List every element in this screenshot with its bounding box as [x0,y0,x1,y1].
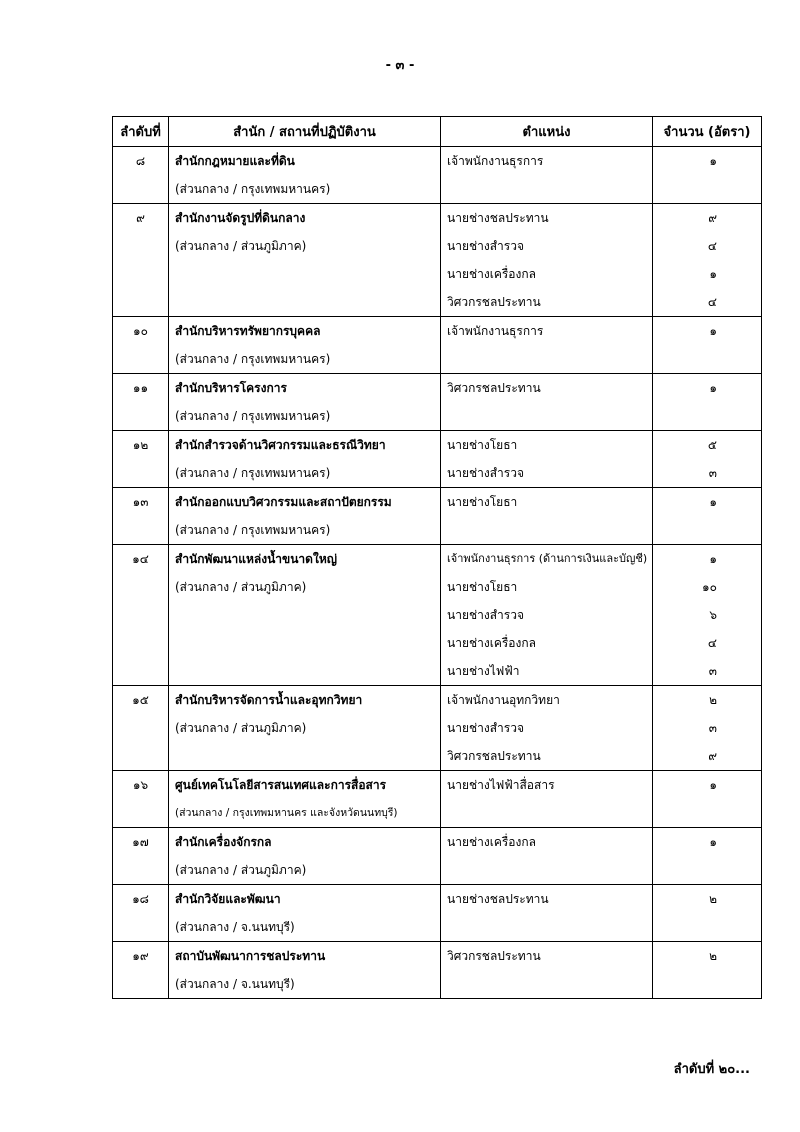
position-title: นายช่างสำรวจ [447,721,524,735]
unit-cell [169,828,441,885]
position-title: วิศวกรชลประทาน [447,381,541,395]
position-quantity: ๑ [709,835,717,849]
unit-name: สำนักบริหารโครงการ [175,381,287,395]
position-quantity: ๑ [709,381,717,395]
position-quantity: ๙ [708,749,717,763]
position-quantity: ๑ [709,324,717,338]
order-number: ๑๙ [132,949,149,963]
unit-cell [169,942,441,999]
position-cell [441,771,653,828]
position-title: นายช่างสำรวจ [447,466,524,480]
position-quantity: ๑ [709,267,717,281]
quantity-cell [653,488,762,545]
position-cell [441,885,653,942]
position-title: นายช่างเครื่องกล [447,267,536,281]
quantity-cell [653,374,762,431]
quantity-cell [653,686,762,771]
position-title: วิศวกรชลประทาน [447,949,541,963]
order-number: ๑๘ [132,892,149,906]
header-order-number: ลำดับที่ [113,117,169,147]
empty-line [441,856,652,884]
empty-line [653,516,761,544]
order-number-cell [113,828,169,885]
table-row [113,942,762,999]
unit-cell [169,686,441,771]
unit-name: สำนักกฎหมายและที่ดิน [175,154,295,168]
order-number: ๑๕ [132,693,149,707]
unit-cell [169,545,441,686]
unit-name: สำนักวิจัยและพัฒนา [175,892,281,906]
position-quantity: ๑ [709,154,717,168]
position-title: นายช่างชลประทาน [447,211,549,225]
position-title: เจ้าพนักงานธุรการ (ด้านการเงินและบัญชี) [447,552,648,565]
table-header-row [113,117,762,147]
table-row [113,686,762,771]
empty-line [441,516,652,544]
position-title: นายช่างโยธา [447,438,518,452]
unit-name: ศูนย์เทคโนโลยีสารสนเทศและการสื่อสาร [175,778,387,792]
unit-name: สำนักบริหารทรัพยากรบุคคล [175,324,321,338]
position-quantity: ๓ [708,721,717,735]
order-number: ๘ [135,154,146,168]
order-number-cell [113,488,169,545]
unit-location: (ส่วนกลาง / ส่วนภูมิภาค) [175,239,307,253]
table-row [113,147,762,204]
header-quantity: จำนวน (อัตรา) [653,117,762,147]
position-quantity: ๑๐ [702,580,717,594]
position-title: นายช่างโยธา [447,495,518,509]
position-quantity: ๔ [707,636,717,650]
unit-location: (ส่วนกลาง / จ.นนทบุรี) [175,977,295,991]
position-cell [441,488,653,545]
position-title: นายช่างเครื่องกล [447,636,536,650]
order-number-cell [113,885,169,942]
position-title: วิศวกรชลประทาน [447,295,541,309]
order-number: ๑๗ [132,835,149,849]
unit-cell [169,147,441,204]
position-quantity: ๑ [709,778,717,792]
position-title: นายช่างชลประทาน [447,892,549,906]
position-quantity: ๓ [708,466,717,480]
unit-location: (ส่วนกลาง / ส่วนภูมิภาค) [175,721,307,735]
order-number: ๑๒ [132,438,149,452]
order-number: ๑๑ [132,381,149,395]
empty-line [653,345,761,373]
quantity-cell [653,545,762,686]
empty-line [653,856,761,884]
header-unit-location: สำนัก / สถานที่ปฏิบัติงาน [169,117,441,147]
table-body [113,147,762,999]
unit-location: (ส่วนกลาง / กรุงเทพมหานคร) [175,466,331,480]
quantity-cell [653,147,762,204]
position-cell [441,204,653,317]
position-quantity: ๔ [707,295,717,309]
position-title: นายช่างไฟฟ้าสื่อสาร [447,778,555,792]
empty-line [441,913,652,941]
position-cell [441,374,653,431]
unit-cell [169,885,441,942]
order-number-cell [113,374,169,431]
position-cell [441,317,653,374]
unit-cell [169,317,441,374]
unit-location: (ส่วนกลาง / จ.นนทบุรี) [175,920,295,934]
unit-name: สำนักบริหารจัดการน้ำและอุทกวิทยา [175,693,363,707]
unit-name: สำนักพัฒนาแหล่งน้ำขนาดใหญ่ [175,552,337,566]
empty-line [441,970,652,998]
order-number-cell [113,204,169,317]
unit-name: สำนักสำรวจด้านวิศวกรรมและธรณีวิทยา [175,438,386,452]
position-cell [441,686,653,771]
order-number-cell [113,147,169,204]
table-row [113,317,762,374]
position-quantity: ๒ [709,949,717,963]
table-row [113,885,762,942]
table-row [113,771,762,828]
position-cell [441,147,653,204]
unit-location: (ส่วนกลาง / ส่วนภูมิภาค) [175,580,307,594]
order-number: ๑๔ [132,552,149,566]
position-quantity: ๙ [708,211,717,225]
unit-location: (ส่วนกลาง / กรุงเทพมหานคร) [175,352,331,366]
position-quantity: ๑ [709,552,717,566]
empty-line [653,402,761,430]
empty-line [441,345,652,373]
unit-cell [169,771,441,828]
staffing-table [112,116,762,999]
position-title: นายช่างสำรวจ [447,608,524,622]
position-title: นายช่างไฟฟ้า [447,664,520,678]
unit-location: (ส่วนกลาง / กรุงเทพมหานคร และจังหวัดนนทบุรี) [175,807,398,819]
quantity-cell [653,885,762,942]
empty-line [441,402,652,430]
table-row [113,204,762,317]
order-number-cell [113,686,169,771]
position-cell [441,431,653,488]
position-quantity: ๒ [709,892,717,906]
position-cell [441,828,653,885]
order-number: ๑๐ [133,324,148,338]
table-row [113,828,762,885]
quantity-cell [653,204,762,317]
position-title: นายช่างโยธา [447,580,518,594]
empty-line [653,175,761,203]
unit-name: สำนักเครื่องจักรกล [175,835,272,849]
order-number-cell [113,942,169,999]
unit-cell [169,204,441,317]
unit-location: (ส่วนกลาง / กรุงเทพมหานคร) [175,182,331,196]
order-number-cell [113,771,169,828]
order-number: ๙ [136,211,145,225]
unit-location: (ส่วนกลาง / กรุงเทพมหานคร) [175,409,331,423]
continued-footer: ลำดับที่ ๒๐... [673,1062,750,1077]
quantity-cell [653,317,762,374]
position-title: นายช่างสำรวจ [447,239,524,253]
header-position: ตำแหน่ง [441,117,653,147]
position-title: วิศวกรชลประทาน [447,749,541,763]
unit-location: (ส่วนกลาง / กรุงเทพมหานคร) [175,523,331,537]
position-title: เจ้าพนักงานธุรการ [447,324,544,338]
empty-line [653,799,761,827]
quantity-cell [653,828,762,885]
position-quantity: ๑ [709,495,717,509]
table-row [113,374,762,431]
position-quantity: ๓ [708,664,717,678]
unit-name: สำนักออกแบบวิศวกรรมและสถาปัตยกรรม [175,495,392,509]
unit-location: (ส่วนกลาง / ส่วนภูมิภาค) [175,863,307,877]
order-number: ๑๖ [132,778,149,792]
position-quantity: ๒ [709,693,717,707]
order-number-cell [113,431,169,488]
table-row [113,545,762,686]
unit-name: สถาบันพัฒนาการชลประทาน [175,949,326,963]
empty-line [653,913,761,941]
page-number: - ๓ - [385,58,415,73]
unit-cell [169,488,441,545]
position-title: นายช่างเครื่องกล [447,835,536,849]
position-quantity: ๖ [709,608,717,622]
order-number: ๑๓ [132,495,149,509]
quantity-cell [653,431,762,488]
quantity-cell [653,942,762,999]
position-cell [441,545,653,686]
table-row [113,431,762,488]
unit-cell [169,431,441,488]
unit-name: สำนักงานจัดรูปที่ดินกลาง [175,211,306,225]
position-quantity: ๔ [707,239,717,253]
empty-line [441,175,652,203]
unit-cell [169,374,441,431]
quantity-cell [653,771,762,828]
position-quantity: ๕ [707,438,717,452]
empty-line [441,799,652,827]
empty-line [653,970,761,998]
position-title: เจ้าพนักงานอุทกวิทยา [447,693,560,707]
table-row [113,488,762,545]
order-number-cell [113,545,169,686]
position-title: เจ้าพนักงานธุรการ [447,154,544,168]
position-cell [441,942,653,999]
order-number-cell [113,317,169,374]
